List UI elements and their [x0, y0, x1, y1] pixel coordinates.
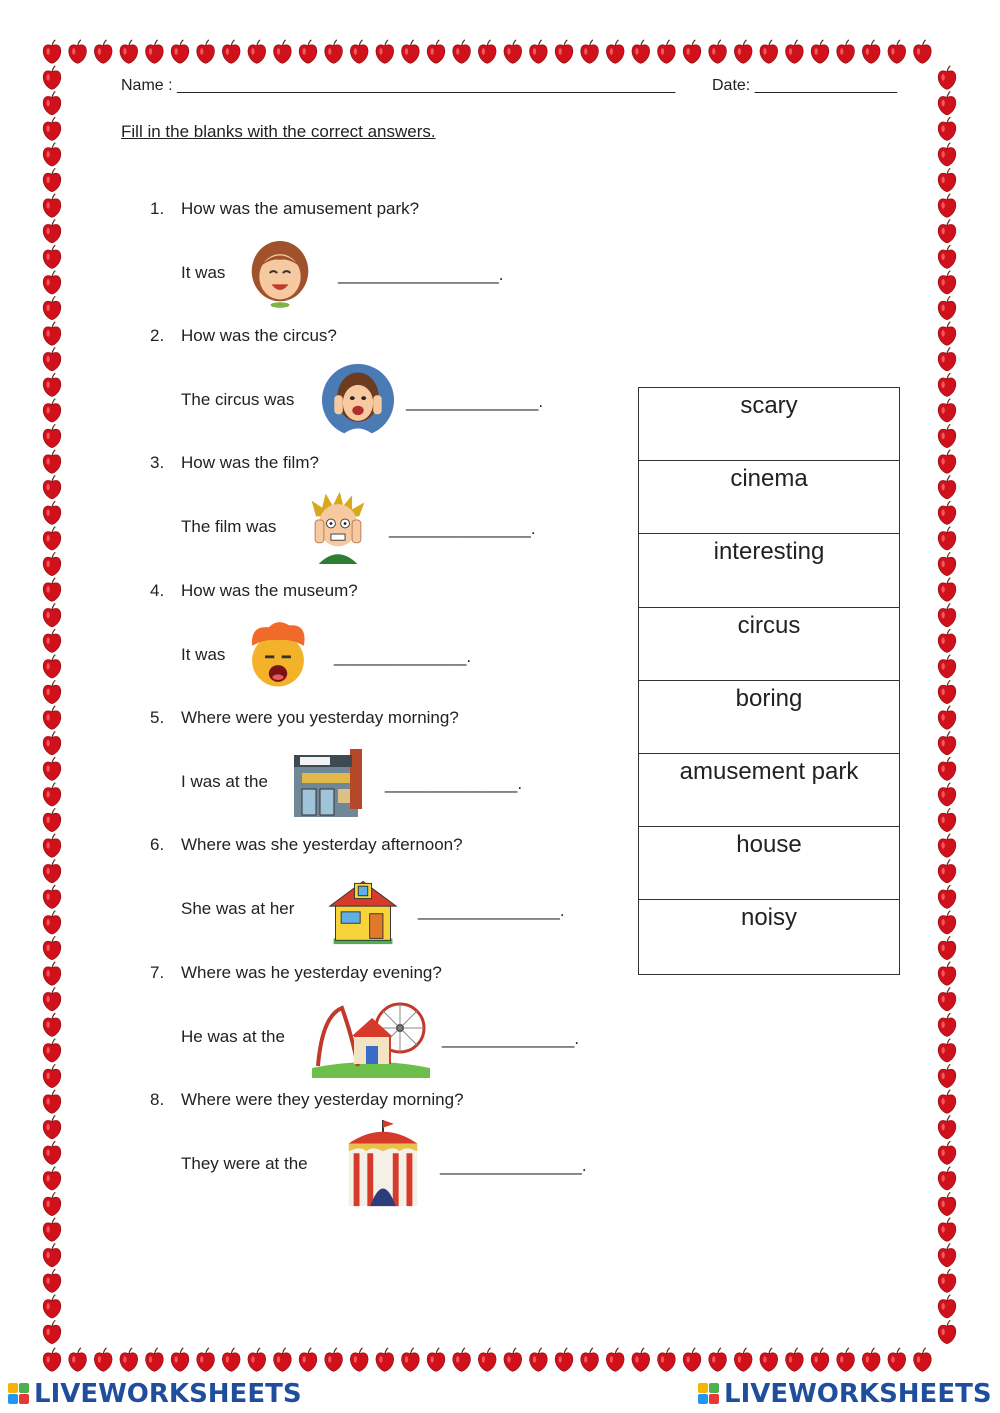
apple-icon: [938, 1039, 956, 1062]
apple-icon: [938, 732, 956, 755]
apple-icon: [938, 1244, 956, 1267]
apple-icon: [43, 143, 61, 166]
amusement-park-icon: [312, 996, 430, 1078]
answer-prompt: I was at the: [181, 772, 268, 791]
apple-icon: [734, 1348, 752, 1371]
apple-icon: [760, 1348, 778, 1371]
answer-prompt: The circus was: [181, 390, 295, 409]
apple-icon: [632, 40, 650, 63]
question-text: How was the film?: [181, 453, 319, 472]
question-text: How was the museum?: [181, 581, 358, 600]
apple-icon: [43, 92, 61, 115]
apple-icon: [453, 1348, 471, 1371]
apple-icon: [43, 1218, 61, 1241]
brand-text: LIVEWORKSHEETS: [34, 1379, 302, 1409]
apple-icon: [43, 629, 61, 652]
apple-icon: [555, 40, 573, 63]
answer-prompt: It was: [181, 263, 226, 282]
apple-icon: [43, 373, 61, 396]
apple-icon: [530, 1348, 548, 1371]
apple-icon: [299, 1348, 317, 1371]
apple-icon: [555, 1348, 573, 1371]
answer-prompt: They were at the: [181, 1154, 308, 1173]
apple-icon: [197, 40, 215, 63]
apple-icon: [43, 1116, 61, 1139]
apple-icon: [43, 450, 61, 473]
apple-icon: [938, 424, 956, 447]
apple-icon: [197, 1348, 215, 1371]
word-bank: [638, 387, 900, 975]
happy-girl-face-icon: [247, 236, 313, 310]
apple-icon: [43, 194, 61, 217]
apple-icon: [938, 1320, 956, 1343]
apple-icon: [938, 92, 956, 115]
word-bank-item: circus: [639, 608, 899, 681]
apple-icon: [632, 1348, 650, 1371]
apple-icon: [938, 911, 956, 934]
apple-icon: [43, 911, 61, 934]
apple-icon: [938, 220, 956, 243]
cinema-building-icon: [290, 745, 372, 819]
apple-icon: [938, 604, 956, 627]
answer-blank[interactable]: ______________.: [406, 392, 544, 411]
apple-icon: [938, 885, 956, 908]
apple-icon: [43, 348, 61, 371]
apple-icon: [938, 66, 956, 89]
apple-icon: [43, 1064, 61, 1087]
apple-icon: [530, 40, 548, 63]
apple-icon: [938, 936, 956, 959]
house-icon: [326, 872, 400, 946]
apple-icon: [938, 527, 956, 550]
apple-icon: [938, 450, 956, 473]
apple-icon: [43, 117, 61, 140]
apple-icon: [938, 117, 956, 140]
answer-prompt: He was at the: [181, 1027, 285, 1046]
apple-icon: [938, 860, 956, 883]
apple-icon: [43, 732, 61, 755]
question-number: 6.: [150, 835, 165, 854]
apple-icon: [938, 476, 956, 499]
apple-icon: [837, 40, 855, 63]
apple-icon: [709, 40, 727, 63]
apple-icon: [938, 1295, 956, 1318]
apple-icon: [811, 40, 829, 63]
apple-icon: [786, 1348, 804, 1371]
apple-icon: [709, 1348, 727, 1371]
apple-icon: [504, 1348, 522, 1371]
apple-icon: [222, 1348, 240, 1371]
apple-icon: [43, 245, 61, 268]
apple-icon: [43, 1090, 61, 1113]
apple-icon: [914, 1348, 932, 1371]
apple-icon: [914, 40, 932, 63]
apple-icon: [938, 1218, 956, 1241]
apple-icon: [938, 245, 956, 268]
liveworksheets-icon: [8, 1383, 30, 1405]
apple-icon: [938, 1090, 956, 1113]
apple-icon: [146, 1348, 164, 1371]
apple-icon: [862, 40, 880, 63]
apple-icon: [43, 988, 61, 1011]
apple-icon: [43, 860, 61, 883]
word-bank-item: cinema: [639, 461, 899, 534]
apple-icon: [43, 1295, 61, 1318]
apple-icon: [478, 40, 496, 63]
apple-icon: [43, 1141, 61, 1164]
question-number: 8.: [150, 1090, 165, 1109]
apple-icon: [938, 399, 956, 422]
name-field-label: Name : ________________________________________________________: [121, 77, 676, 94]
apple-icon: [938, 706, 956, 729]
apple-icon: [938, 1192, 956, 1215]
apple-icon: [350, 40, 368, 63]
question-number: 4.: [150, 581, 165, 600]
apple-icon: [938, 834, 956, 857]
apple-icon: [43, 476, 61, 499]
apple-icon: [43, 1013, 61, 1036]
apple-icon: [658, 40, 676, 63]
apple-icon: [43, 706, 61, 729]
apple-icon: [683, 40, 701, 63]
apple-icon: [43, 783, 61, 806]
date-field-label: Date: ________________: [712, 77, 898, 94]
apple-icon: [171, 40, 189, 63]
answer-prompt: She was at her: [181, 899, 295, 918]
word-bank-item: interesting: [639, 534, 899, 607]
apple-icon: [43, 655, 61, 678]
apple-icon: [69, 40, 87, 63]
apple-icon: [427, 40, 445, 63]
apple-icon: [299, 40, 317, 63]
question-number: 2.: [150, 326, 165, 345]
apple-icon: [43, 527, 61, 550]
question-number: 1.: [150, 199, 165, 218]
liveworksheets-logo-left: [8, 1379, 302, 1409]
apple-icon: [938, 629, 956, 652]
apple-icon: [786, 40, 804, 63]
apple-icon: [658, 1348, 676, 1371]
apple-icon: [888, 1348, 906, 1371]
apple-icon: [581, 40, 599, 63]
word-bank-item: boring: [639, 681, 899, 754]
apple-icon: [43, 66, 61, 89]
apple-icon: [938, 194, 956, 217]
scared-boy-icon: [298, 490, 378, 564]
apple-icon: [43, 578, 61, 601]
apple-icon: [938, 296, 956, 319]
apple-icon: [938, 655, 956, 678]
apple-icon: [43, 885, 61, 908]
apple-icon: [43, 962, 61, 985]
brand-text: LIVEWORKSHEETS: [724, 1379, 992, 1409]
apple-icon: [734, 40, 752, 63]
question-text: How was the amusement park?: [181, 199, 420, 218]
word-bank-item: scary: [639, 388, 899, 461]
apple-icon: [760, 40, 778, 63]
bored-yawning-face-icon: [242, 618, 314, 692]
screaming-girl-icon: [319, 363, 397, 437]
question-number: 7.: [150, 963, 165, 982]
apple-icon: [43, 424, 61, 447]
apple-icon: [811, 1348, 829, 1371]
apple-icon: [94, 40, 112, 63]
apple-icon: [120, 1348, 138, 1371]
apple-icon: [938, 680, 956, 703]
apple-icon: [43, 271, 61, 294]
question-text: Where was she yesterday afternoon?: [181, 835, 463, 854]
apple-icon: [325, 40, 343, 63]
apple-icon: [325, 1348, 343, 1371]
circus-tent-icon: [340, 1118, 426, 1210]
apple-icon: [94, 1348, 112, 1371]
answer-prompt: The film was: [181, 517, 277, 536]
apple-icon: [938, 962, 956, 985]
apple-icon: [938, 1116, 956, 1139]
apple-icon: [222, 40, 240, 63]
apple-icon: [69, 1348, 87, 1371]
apple-icon: [888, 40, 906, 63]
apple-icon: [938, 552, 956, 575]
apple-icon: [478, 1348, 496, 1371]
answer-blank[interactable]: ______________.: [334, 647, 472, 666]
apple-icon: [43, 936, 61, 959]
apple-icon: [938, 1064, 956, 1087]
apple-icon: [938, 322, 956, 345]
apple-icon: [171, 1348, 189, 1371]
apple-icon: [43, 1320, 61, 1343]
apple-icon: [862, 1348, 880, 1371]
question-text: Where was he yesterday evening?: [181, 963, 442, 982]
question-number: 5.: [150, 708, 165, 727]
apple-icon: [43, 1348, 61, 1371]
apple-icon: [120, 40, 138, 63]
apple-icon: [938, 348, 956, 371]
apple-icon: [938, 1013, 956, 1036]
answer-blank[interactable]: _______________.: [389, 519, 536, 538]
apple-icon: [402, 40, 420, 63]
word-bank-item: noisy: [740, 904, 798, 932]
apple-icon: [43, 808, 61, 831]
apple-icon: [938, 168, 956, 191]
apple-icon: [683, 1348, 701, 1371]
apple-icon: [837, 1348, 855, 1371]
apple-icon: [376, 1348, 394, 1371]
answer-prompt: It was: [181, 645, 226, 664]
apple-icon: [274, 40, 292, 63]
apple-icon: [606, 1348, 624, 1371]
liveworksheets-icon: [698, 1383, 720, 1405]
apple-icon: [43, 220, 61, 243]
apple-icon: [938, 271, 956, 294]
apple-icon: [606, 40, 624, 63]
instructions-text: Fill in the blanks with the correct answers.: [121, 122, 436, 141]
apple-icon: [43, 40, 61, 63]
question-text: Where were they yesterday morning?: [181, 1090, 464, 1109]
answer-blank[interactable]: ______________.: [442, 1029, 580, 1048]
question-number: 3.: [150, 453, 165, 472]
apple-icon: [376, 40, 394, 63]
apple-icon: [43, 399, 61, 422]
apple-icon: [938, 988, 956, 1011]
apple-icon: [938, 808, 956, 831]
apple-icon: [43, 757, 61, 780]
liveworksheets-logo-right: [698, 1379, 992, 1409]
apple-icon: [43, 1167, 61, 1190]
apple-icon: [402, 1348, 420, 1371]
apple-icon: [43, 604, 61, 627]
apple-icon: [43, 501, 61, 524]
apple-icon: [938, 578, 956, 601]
apple-icon: [43, 296, 61, 319]
question-text: How was the circus?: [181, 326, 337, 345]
apple-icon: [43, 1269, 61, 1292]
apple-icon: [43, 1244, 61, 1267]
question-text: Where were you yesterday morning?: [181, 708, 459, 727]
apple-icon: [43, 552, 61, 575]
apple-icon: [504, 40, 522, 63]
apple-icon: [938, 143, 956, 166]
apple-icon: [248, 1348, 266, 1371]
answer-blank[interactable]: _________________.: [338, 265, 504, 284]
apple-icon: [43, 680, 61, 703]
apple-icon: [146, 40, 164, 63]
answer-blank[interactable]: ______________.: [385, 774, 523, 793]
apple-icon: [427, 1348, 445, 1371]
answer-blank[interactable]: _______________.: [418, 901, 565, 920]
word-bank-item: amusement park: [639, 754, 899, 827]
apple-icon: [938, 1141, 956, 1164]
answer-blank[interactable]: _______________.: [440, 1156, 587, 1175]
apple-icon: [938, 783, 956, 806]
apple-icon: [938, 1269, 956, 1292]
apple-icon: [43, 1039, 61, 1062]
apple-icon: [938, 1167, 956, 1190]
apple-icon: [43, 168, 61, 191]
apple-icon: [938, 501, 956, 524]
apple-icon: [938, 757, 956, 780]
word-bank-item: house: [639, 827, 899, 900]
apple-icon: [248, 40, 266, 63]
apple-icon: [43, 322, 61, 345]
apple-icon: [43, 834, 61, 857]
apple-icon: [274, 1348, 292, 1371]
apple-icon: [453, 40, 471, 63]
apple-icon: [581, 1348, 599, 1371]
apple-icon: [938, 373, 956, 396]
apple-icon: [350, 1348, 368, 1371]
apple-icon: [43, 1192, 61, 1215]
